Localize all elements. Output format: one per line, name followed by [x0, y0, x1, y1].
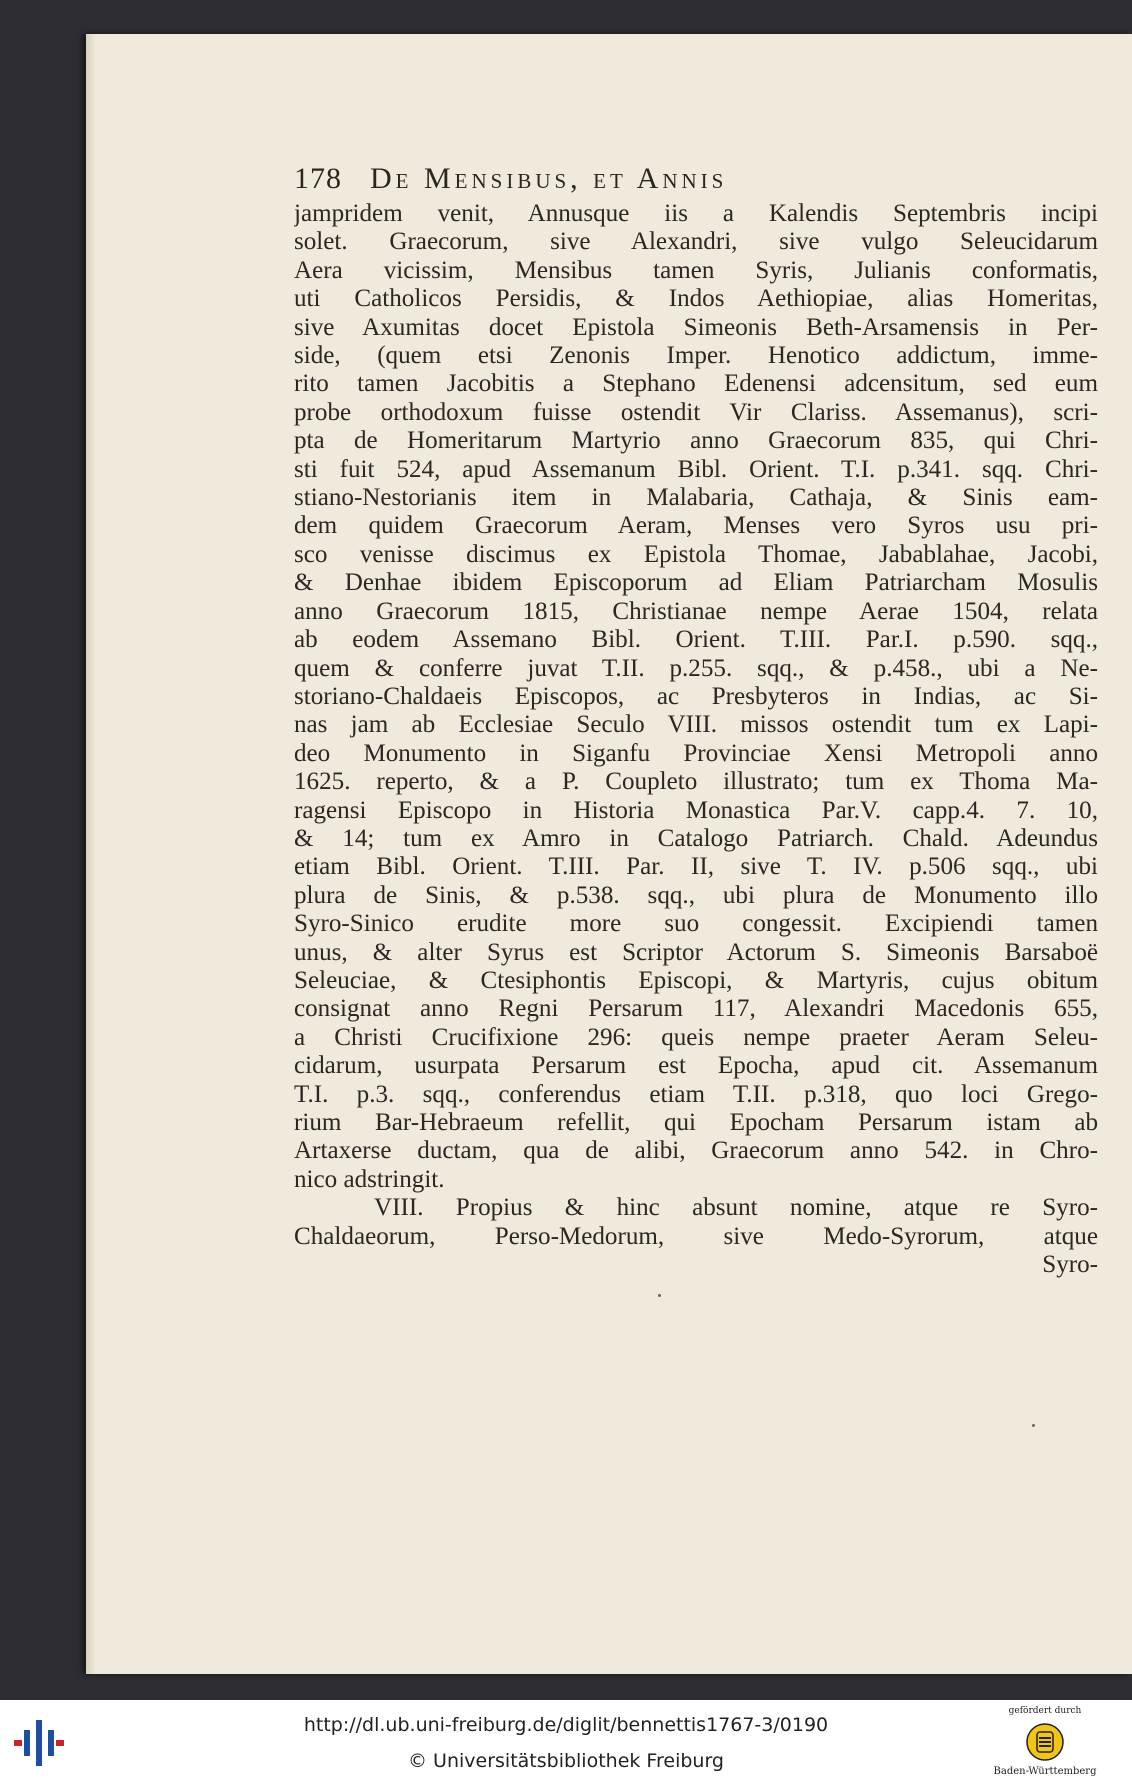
text-line: Syro-: [1042, 1251, 1098, 1279]
text-line: etiam Bibl. Orient. T.III. Par. II, sive T. IV. p.506 sqq., ubi: [294, 853, 1098, 881]
text-line: Syro-Sinico erudite more suo congessit. Excipiendi tamen: [294, 910, 1098, 938]
sponsor-name: Baden-Württemberg: [993, 1766, 1097, 1777]
copyright-notice: © Universitätsbibliothek Freiburg: [408, 1750, 724, 1772]
text-line: Artaxerse ductam, qua de alibi, Graecorum anno 542. in Chro-: [294, 1137, 1098, 1165]
sponsor-caption: gefördert durch: [1008, 1706, 1082, 1716]
text-line: a Christi Crucifixione 296: queis nempe praeter Aeram Seleu-: [294, 1023, 1098, 1051]
text-line: 1625. reperto, & a P. Coupleto illustrato; tum ex Thoma Ma-: [294, 768, 1098, 796]
page-spine-shadow: [86, 34, 96, 1674]
text-line: storiano-Chaldaeis Episcopos, ac Presbyteros in Indias, ac Si-: [294, 682, 1098, 710]
text-line: pta de Homeritarum Martyrio anno Graecorum 835, qui Chri-: [294, 427, 1098, 455]
viewer-footer: [0, 1700, 1132, 1782]
text-line: dem quidem Graecorum Aeram, Menses vero Syros usu pri-: [294, 512, 1098, 540]
text-line: Aera vicissim, Mensibus tamen Syris, Julianis conformatis,: [294, 256, 1098, 284]
text-line: sco venisse discimus ex Epistola Thomae, Jabablahae, Jacobi,: [294, 540, 1098, 568]
text-line: ragensi Episcopo in Historia Monastica Par.V. capp.4. 7. 10,: [294, 796, 1098, 824]
text-line: unus, & alter Syrus est Scriptor Actorum S. Simeonis Barsaboë: [294, 938, 1098, 966]
text-line: jampridem venit, Annusque iis a Kalendis Septembris incipi: [294, 200, 1098, 227]
text-line: Chaldaeorum, Perso-Medorum, sive Medo-Syrorum, atque: [294, 1222, 1098, 1250]
coat-of-arms-icon: [1025, 1722, 1065, 1762]
running-head: [294, 162, 1054, 196]
text-line: quem & conferre juvat T.II. p.255. sqq., & p.458., ubi a Ne-: [294, 654, 1098, 682]
page-text: [294, 200, 1098, 1279]
text-line: ab eodem Assemano Bibl. Orient. T.III. Par.I. p.590. sqq.,: [294, 626, 1098, 654]
text-line: nas jam ab Ecclesiae Seculo VIII. missos ostendit tum ex Lapi-: [294, 711, 1098, 739]
text-line: VIII. Propius & hinc absunt nomine, atque re Syro-: [374, 1194, 1098, 1222]
running-title: De Mensibus, et Annis: [370, 162, 728, 195]
text-line: side, (quem etsi Zenonis Imper. Henotico addictum, imme-: [294, 342, 1098, 370]
text-line: rium Bar-Hebraeum refellit, qui Epocham Persarum istam ab: [294, 1109, 1098, 1136]
text-line: cidarum, usurpata Persarum est Epocha, apud cit. Assemanum: [294, 1052, 1098, 1080]
text-line: nico adstringit.: [294, 1165, 445, 1193]
text-line: T.I. p.3. sqq., conferendus etiam T.II. p.318, quo loci Grego-: [294, 1080, 1098, 1108]
text-line: probe orthodoxum fuisse ostendit Vir Clariss. Assemanus), scri-: [294, 398, 1098, 426]
text-line: uti Catholicos Persidis, & Indos Aethiopiae, alias Homeritas,: [294, 285, 1098, 313]
text-line: & Denhae ibidem Episcoporum ad Eliam Patriarcham Mosulis: [294, 569, 1098, 597]
paper-speck: [1032, 1424, 1035, 1427]
permalink-url[interactable]: http://dl.ub.uni-freiburg.de/diglit/bennettis1767-3/0190: [303, 1714, 829, 1736]
text-line: stiano-Nestorianis item in Malabaria, Cathaja, & Sinis eam-: [294, 484, 1098, 512]
page-number: 178: [294, 162, 342, 195]
text-line: plura de Sinis, & p.538. sqq., ubi plura de Monumento illo: [294, 881, 1098, 909]
text-line: rito tamen Jacobitis a Stephano Edenensi adcensitum, sed eum: [294, 370, 1098, 398]
text-line: solet. Graecorum, sive Alexandri, sive vulgo Seleucidarum: [294, 228, 1098, 256]
text-line: sti fuit 524, apud Assemanum Bibl. Orient. T.I. p.341. sqq. Chri-: [294, 455, 1098, 483]
text-line: Seleuciae, & Ctesiphontis Episcopi, & Martyris, cujus obitum: [294, 966, 1098, 994]
text-line: anno Graecorum 1815, Christianae nempe Aerae 1504, relata: [294, 597, 1098, 625]
text-line: consignat anno Regni Persarum 117, Alexandri Macedonis 655,: [294, 995, 1098, 1023]
text-line: sive Axumitas docet Epistola Simeonis Beth-Arsamensis in Per-: [294, 313, 1098, 341]
paper-speck: [658, 1294, 661, 1297]
sponsor-badge: [980, 1706, 1110, 1780]
text-line: deo Monumento in Siganfu Provinciae Xensi Metropoli anno: [294, 739, 1098, 767]
text-line: & 14; tum ex Amro in Catalogo Patriarch. Chald. Adeundus: [294, 824, 1098, 852]
